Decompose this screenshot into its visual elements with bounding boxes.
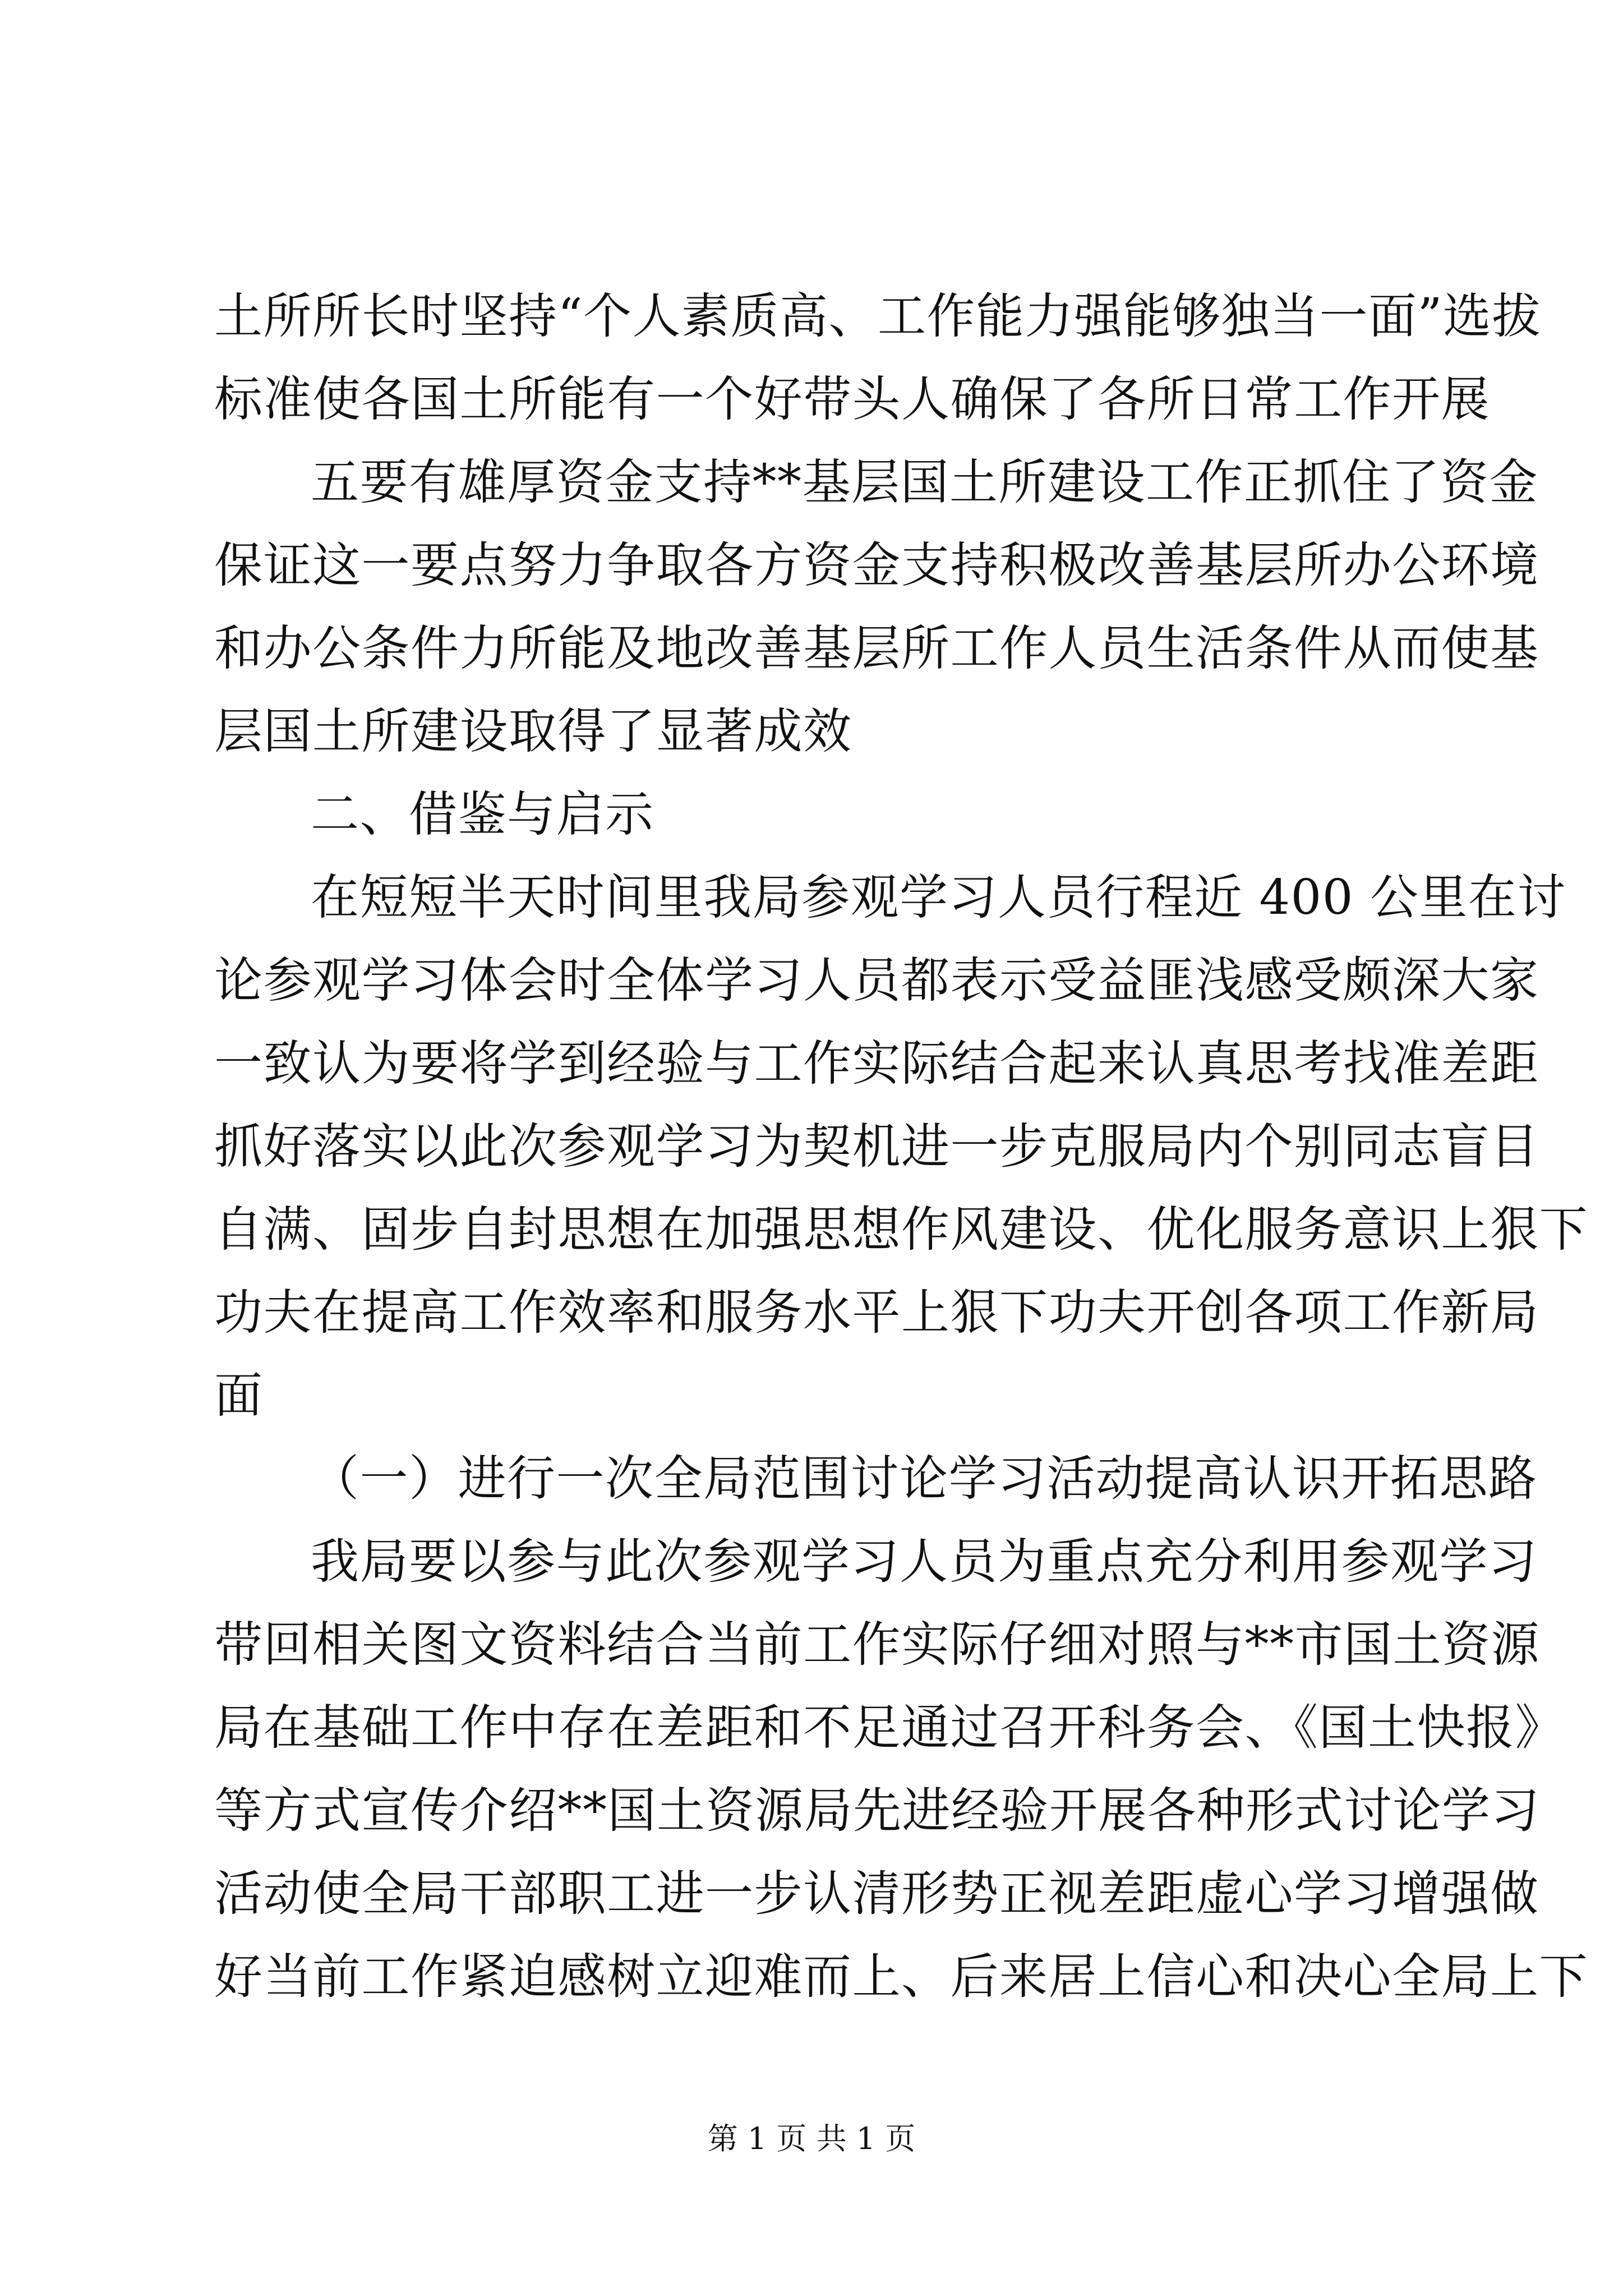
text-line: 保证这一要点努力争取各方资金支持积极改善基层所办公环境	[214, 537, 1539, 593]
paragraph-start: 五要有雄厚资金支持**基层国土所建设工作正抓住了资金	[311, 454, 1538, 510]
text-line: 带回相关图文资料结合当前工作实际仔细对照与**市国土资源	[214, 1617, 1540, 1673]
text-line: 局在基础工作中存在差距和不足通过召开科务会、《国土快报》	[214, 1700, 1564, 1756]
text-line: 等方式宣传介绍**国土资源局先进经验开展各种形式讨论学习	[214, 1783, 1540, 1839]
text-line: 土所所长时坚持“个人素质高、工作能力强能够独当一面”选拔	[214, 288, 1541, 344]
text-line: 功夫在提高工作效率和服务水平上狠下功夫开创各项工作新局	[214, 1285, 1539, 1341]
section-heading: 二、借鉴与启示	[311, 786, 654, 843]
text-line: 抓好落实以此次参观学习为契机进一步克服局内个别同志盲目	[214, 1119, 1539, 1175]
text-line: 标准使各国土所能有一个好带头人确保了各所日常工作开展	[214, 371, 1490, 427]
paragraph-start: 我局要以参与此次参观学习人员为重点充分利用参观学习	[311, 1534, 1538, 1590]
text-line: 活动使全局干部职工进一步认清形势正视差距虚心学习增强做	[214, 1866, 1539, 1922]
text-line: 好当前工作紧迫感树立迎难而上、后来居上信心和决心全局上下	[214, 1949, 1588, 2005]
text-line: 论参观学习体会时全体学习人员都表示受益匪浅感受颇深大家	[214, 953, 1539, 1009]
text-line: 和办公条件力所能及地改善基层所工作人员生活条件从而使基	[214, 620, 1539, 677]
text-line: 面	[214, 1368, 264, 1424]
text-line: 一致认为要将学到经验与工作实际结合起来认真思考找准差距	[214, 1036, 1539, 1092]
paragraph-start: 在短短半天时间里我局参观学习人员行程近 400 公里在讨	[311, 869, 1566, 926]
page-number-label: 第 1 页 共 1 页	[707, 2121, 916, 2156]
text-line: 自满、固步自封思想在加强思想作风建设、优化服务意识上狠下	[214, 1202, 1588, 1258]
page-footer	[0, 2119, 1623, 2159]
subsection-heading: （一）进行一次全局范围讨论学习活动提高认识开拓思路	[311, 1451, 1538, 1507]
text-line: 层国土所建设取得了显著成效	[214, 703, 852, 760]
document-body	[214, 275, 1588, 2018]
